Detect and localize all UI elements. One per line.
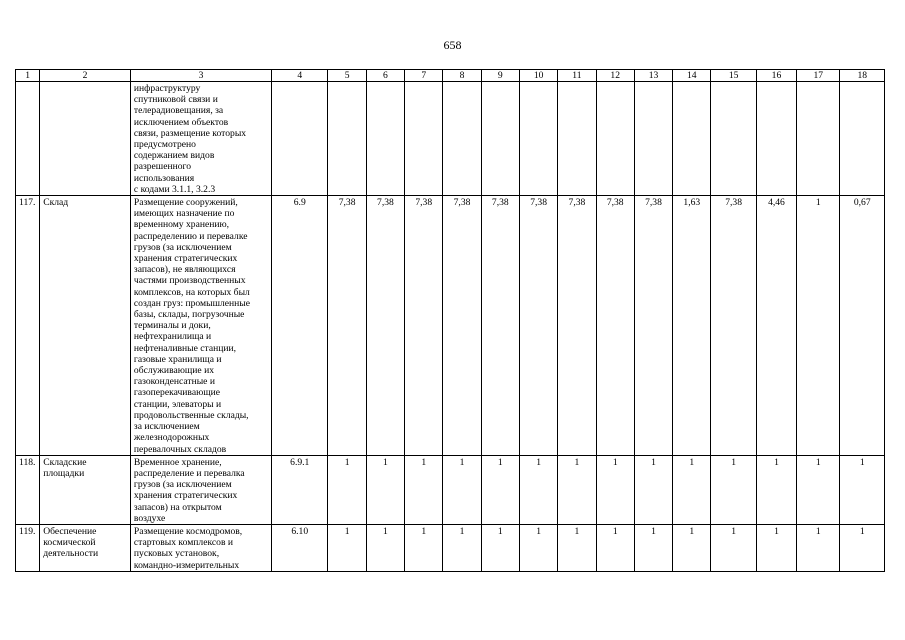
- coefficient-cell: 1: [328, 455, 366, 524]
- table-row: [16, 524, 885, 571]
- coefficient-cell: 4,46: [756, 196, 796, 456]
- column-number-3: 3: [130, 70, 271, 82]
- coefficient-cell: 1: [797, 196, 840, 456]
- coefficient-cell: [756, 82, 796, 196]
- coefficient-cell: 1: [596, 455, 634, 524]
- coefficient-cell: 1: [481, 455, 519, 524]
- coefficient-cell: 1: [405, 524, 443, 571]
- column-number-11: 11: [558, 70, 596, 82]
- use-type-description-cell: Размещение сооружений, имеющих назначение по временному хранению, распределению и перевалке грузов (за исключением хранения стратегических запасов), не являющихся частями производственных комплексов, на которых был создан груз: промышленные базы, склады, погрузочные терминалы и доки, нефтехранилища и нефтеналивные станции, газовые хранилища и обслуживающие их газоконденсатные и газоперекачивающие станции, элеваторы и продовольственные склады, за исключением железнодорожных перевалочных складов: [130, 196, 271, 456]
- coefficient-cell: 7,38: [443, 196, 481, 456]
- coefficient-cell: 7,38: [519, 196, 557, 456]
- coefficient-cell: [558, 82, 596, 196]
- coefficient-cell: [481, 82, 519, 196]
- coefficient-cell: [596, 82, 634, 196]
- coefficient-cell: [443, 82, 481, 196]
- column-number-1: 1: [16, 70, 40, 82]
- use-type-name-cell: Обеспечение космической деятельности: [40, 524, 131, 571]
- coefficient-cell: 1: [797, 455, 840, 524]
- use-type-description-cell: Временное хранение, распределение и перевалка грузов (за исключением хранения стратегических запасов) на открытом воздухе: [130, 455, 271, 524]
- coefficient-cell: [634, 82, 672, 196]
- use-type-name-cell: Склад: [40, 196, 131, 456]
- column-number-14: 14: [673, 70, 711, 82]
- use-type-name-cell: Складские площадки: [40, 455, 131, 524]
- coefficient-cell: 1: [797, 524, 840, 571]
- coefficient-cell: 1: [328, 524, 366, 571]
- coefficient-cell: 1: [634, 455, 672, 524]
- coefficient-cell: [366, 82, 404, 196]
- table-row: [16, 196, 885, 456]
- coefficient-cell: 7,38: [711, 196, 756, 456]
- column-number-10: 10: [519, 70, 557, 82]
- use-type-description-cell: инфраструктуру спутниковой связи и телерадиовещания, за исключением объектов связи, размещение которых предусмотрено содержанием видов разрешенного использования с кодами 3.1.1, 3.2.3: [130, 82, 271, 196]
- coefficient-cell: 7,38: [405, 196, 443, 456]
- column-number-5: 5: [328, 70, 366, 82]
- coefficient-cell: 7,38: [366, 196, 404, 456]
- coefficient-cell: [673, 82, 711, 196]
- use-type-name-cell: [40, 82, 131, 196]
- column-number-9: 9: [481, 70, 519, 82]
- coefficient-cell: 1: [634, 524, 672, 571]
- coefficient-cell: 1: [405, 455, 443, 524]
- coefficient-cell: 0,67: [840, 196, 885, 456]
- coefficient-cell: 1: [481, 524, 519, 571]
- use-type-code-cell: [272, 82, 328, 196]
- column-number-15: 15: [711, 70, 756, 82]
- coefficient-cell: [519, 82, 557, 196]
- column-number-17: 17: [797, 70, 840, 82]
- table-row: [16, 82, 885, 196]
- coefficient-cell: 1: [711, 524, 756, 571]
- column-number-13: 13: [634, 70, 672, 82]
- coefficient-cell: [405, 82, 443, 196]
- coefficient-cell: 7,38: [634, 196, 672, 456]
- coefficient-cell: 1: [519, 524, 557, 571]
- column-number-6: 6: [366, 70, 404, 82]
- column-number-12: 12: [596, 70, 634, 82]
- coefficient-cell: 1: [756, 455, 796, 524]
- column-number-8: 8: [443, 70, 481, 82]
- row-number-cell: [16, 82, 40, 196]
- column-number-4: 4: [272, 70, 328, 82]
- coefficient-cell: 1: [366, 455, 404, 524]
- coefficient-cell: [840, 82, 885, 196]
- coefficient-cell: 1: [596, 524, 634, 571]
- coefficient-cell: 1: [840, 524, 885, 571]
- coefficient-cell: 1: [443, 524, 481, 571]
- coefficient-cell: 1: [756, 524, 796, 571]
- column-number-18: 18: [840, 70, 885, 82]
- coefficient-cell: 7,38: [558, 196, 596, 456]
- column-number-2: 2: [40, 70, 131, 82]
- coefficient-cell: 1: [673, 455, 711, 524]
- land-use-table: [15, 69, 885, 572]
- coefficient-cell: 1: [558, 455, 596, 524]
- row-number-cell: 119.: [16, 524, 40, 571]
- coefficient-cell: [328, 82, 366, 196]
- coefficient-cell: 1: [443, 455, 481, 524]
- coefficient-cell: 1: [519, 455, 557, 524]
- use-type-code-cell: 6.9.1: [272, 455, 328, 524]
- column-number-7: 7: [405, 70, 443, 82]
- use-type-code-cell: 6.9: [272, 196, 328, 456]
- use-type-code-cell: 6.10: [272, 524, 328, 571]
- coefficient-cell: 1,63: [673, 196, 711, 456]
- coefficient-cell: [797, 82, 840, 196]
- column-number-row: [16, 70, 885, 82]
- table-row: [16, 455, 885, 524]
- row-number-cell: 118.: [16, 455, 40, 524]
- coefficient-cell: 1: [840, 455, 885, 524]
- coefficient-cell: 7,38: [596, 196, 634, 456]
- coefficient-cell: 7,38: [481, 196, 519, 456]
- coefficient-cell: 1: [673, 524, 711, 571]
- page-number: 658: [443, 38, 462, 52]
- use-type-description-cell: Размещение космодромов, стартовых комплексов и пусковых установок, командно-измерительных: [130, 524, 271, 571]
- coefficient-cell: [711, 82, 756, 196]
- coefficient-cell: 1: [366, 524, 404, 571]
- coefficient-cell: 1: [558, 524, 596, 571]
- coefficient-cell: 1: [711, 455, 756, 524]
- column-number-16: 16: [756, 70, 796, 82]
- coefficient-cell: 7,38: [328, 196, 366, 456]
- row-number-cell: 117.: [16, 196, 40, 456]
